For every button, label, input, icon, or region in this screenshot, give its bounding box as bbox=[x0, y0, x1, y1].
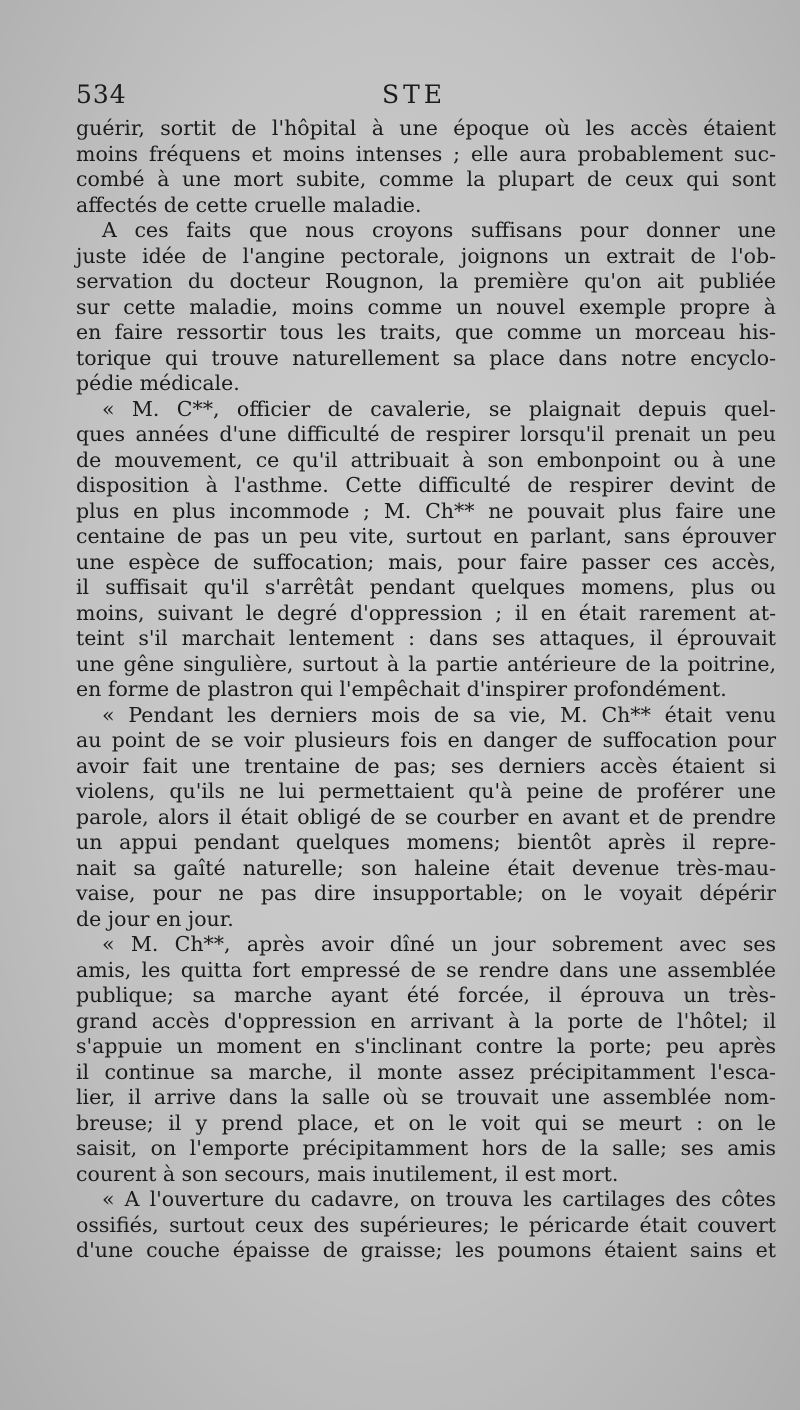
text-line: vaise, pour ne pas dire insupportable; on le voyait dépérir bbox=[76, 881, 776, 905]
text-line: « M. C**, officier de cavalerie, se plaignait depuis quel- bbox=[102, 396, 776, 421]
text-line: moins, suivant le degré d'oppression ; il en était rarement at- bbox=[76, 600, 776, 625]
body-text bbox=[76, 116, 776, 1264]
text-line: moins fréquens et moins intenses ; elle aura probablement suc- bbox=[76, 141, 776, 166]
text-line: courent à son secours, mais inutilement, il est mort. bbox=[76, 1161, 619, 1186]
text-line: violens, qu'ils ne lui permettaient qu'à peine de proférer une bbox=[76, 779, 776, 803]
text-line: une espèce de suffocation; mais, pour faire passer ces accès, bbox=[76, 549, 776, 574]
text-line: avoir fait une trentaine de pas; ses derniers accès étaient si bbox=[76, 753, 776, 778]
text-line: guérir, sortit de l'hôpital à une époque où les accès étaient bbox=[76, 116, 776, 140]
text-line: plus en plus incommode ; M. Ch** ne pouvait plus faire une bbox=[76, 498, 776, 523]
text-line: ossifiés, surtout ceux des supérieures; le péricarde était couvert bbox=[76, 1212, 776, 1237]
text-line: de jour en jour. bbox=[76, 906, 234, 931]
text-line: amis, les quitta fort empressé de se rendre dans une assemblée bbox=[76, 957, 776, 982]
text-line: « A l'ouverture du cadavre, on trouva les cartilages des côtes bbox=[102, 1187, 776, 1211]
text-line: juste idée de l'angine pectorale, joignons un extrait de l'ob- bbox=[76, 243, 776, 268]
text-line: affectés de cette cruelle maladie. bbox=[76, 192, 422, 217]
page-header bbox=[76, 80, 776, 120]
text-line: « M. Ch**, après avoir dîné un jour sobrement avec ses bbox=[102, 932, 776, 956]
text-line: de mouvement, ce qu'il attribuait à son embonpoint ou à une bbox=[76, 447, 776, 472]
text-line: une gêne singulière, surtout à la partie antérieure de la poitrine, bbox=[76, 651, 776, 676]
text-line: disposition à l'asthme. Cette difficulté de respirer devint de bbox=[76, 473, 776, 497]
text-line: il continue sa marche, il monte assez précipitamment l'esca- bbox=[76, 1059, 776, 1084]
text-line: teint s'il marchait lentement : dans ses attaques, il éprouvait bbox=[76, 626, 776, 650]
text-line: publique; sa marche ayant été forcée, il éprouva un très- bbox=[76, 983, 776, 1007]
text-line: « Pendant les derniers mois de sa vie, M. Ch** était venu bbox=[102, 702, 776, 727]
text-line: d'une couche épaisse de graisse; les poumons étaient sains et bbox=[76, 1238, 776, 1262]
text-line: s'appuie un moment en s'inclinant contre la porte; peu après bbox=[76, 1034, 776, 1058]
text-line: sur cette maladie, moins comme un nouvel exemple propre à bbox=[76, 294, 776, 319]
text-line: ques années d'une difficulté de respirer lorsqu'il prenait un peu bbox=[76, 422, 776, 446]
text-line: saisit, on l'emporte précipitamment hors de la salle; ses amis bbox=[76, 1136, 776, 1160]
running-head: STE bbox=[382, 80, 447, 109]
page-number: 534 bbox=[76, 80, 127, 109]
text-line: il suffisait qu'il s'arrêtât pendant quelques momens, plus ou bbox=[76, 575, 776, 599]
text-line: pédie médicale. bbox=[76, 371, 240, 395]
text-line: torique qui trouve naturellement sa place dans notre encyclo- bbox=[76, 345, 776, 370]
text-line: combé à une mort subite, comme la plupart de ceux qui sont bbox=[76, 167, 776, 191]
text-line: parole, alors il était obligé de se courber en avant et de prendre bbox=[76, 804, 776, 829]
text-line: en faire ressortir tous les traits, que comme un morceau his- bbox=[76, 320, 776, 344]
text-line: un appui pendant quelques momens; bientôt après il repre- bbox=[76, 830, 776, 854]
text-line: nait sa gaîté naturelle; son haleine était devenue très-mau- bbox=[76, 855, 776, 880]
text-line: breuse; il y prend place, et on le voit qui se meurt : on le bbox=[76, 1110, 776, 1135]
text-line: lier, il arrive dans la salle où se trouvait une assemblée nom- bbox=[76, 1085, 776, 1109]
text-line: au point de se voir plusieurs fois en danger de suffocation pour bbox=[76, 728, 776, 752]
text-line: centaine de pas un peu vite, surtout en parlant, sans éprouver bbox=[76, 524, 776, 548]
text-line: servation du docteur Rougnon, la première qu'on ait publiée bbox=[76, 269, 776, 293]
text-line: A ces faits que nous croyons suffisans pour donner une bbox=[102, 218, 776, 242]
text-line: en forme de plastron qui l'empêchait d'inspirer profondément. bbox=[76, 677, 727, 701]
text-line: grand accès d'oppression en arrivant à la porte de l'hôtel; il bbox=[76, 1008, 776, 1033]
